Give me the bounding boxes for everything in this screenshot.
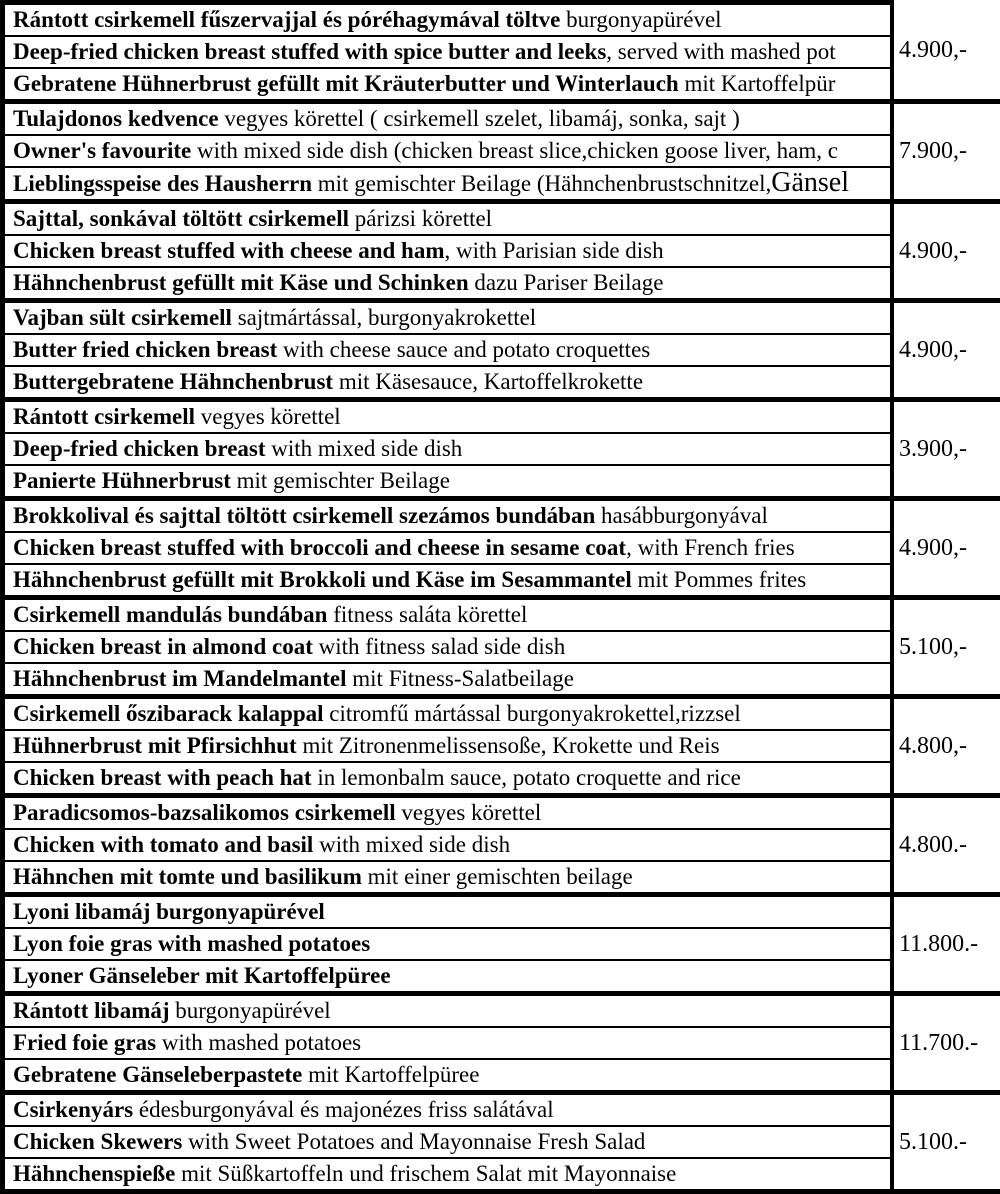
dish-description: dazu Pariser Beilage <box>469 270 664 295</box>
menu-row <box>3 1093 1000 1127</box>
menu-row <box>3 465 1000 499</box>
dish-description: citromfű mártással burgonyakrokettel,rizzsel <box>324 701 741 726</box>
menu-row <box>3 334 1000 366</box>
dish-name: Hähnchen mit tomte und basilikum <box>13 864 362 889</box>
dish-description: , with Parisian side dish <box>444 238 663 263</box>
menu-row <box>3 762 1000 796</box>
dish-name: Gebratene Gänseleberpastete <box>13 1062 302 1087</box>
dish-name: Hühnerbrust mit Pfirsichhut <box>13 733 297 758</box>
menu-row <box>3 202 1000 236</box>
menu-row <box>3 400 1000 434</box>
dish-name: Chicken Skewers <box>13 1129 182 1154</box>
dish-description: in lemonbalm sauce, potato croquette and rice <box>312 765 741 790</box>
dish-cell <box>3 663 893 697</box>
dish-name: Csirkemell mandulás bundában <box>13 602 327 627</box>
dish-cell <box>3 202 893 236</box>
dish-name: Hähnchenbrust im Mandelmantel <box>13 666 347 691</box>
dish-cell <box>3 895 893 929</box>
dish-name: Sajttal, sonkával töltött csirkemell <box>13 206 349 231</box>
dish-name: Hähnchenbrust gefüllt mit Käse und Schinken <box>13 270 469 295</box>
menu-row <box>3 267 1000 301</box>
dish-name: Lieblingsspeise des Hausherrn <box>13 171 312 196</box>
menu-row <box>3 861 1000 895</box>
price-cell: 4.800,- <box>892 697 1000 796</box>
dish-description: mit Kartoffelpüree <box>302 1062 479 1087</box>
dish-description: mit Zitronenmelissensoße, Krokette und Reis <box>297 733 720 758</box>
dish-description: with mixed side dish (chicken breast slice,chicken goose liver, ham, c <box>191 138 838 163</box>
dish-description: édesburgonyával és majonézes friss salátával <box>133 1097 553 1122</box>
dish-cell <box>3 564 893 598</box>
dish-cell <box>3 3 893 37</box>
price-cell: 11.800.- <box>892 895 1000 994</box>
menu-row <box>3 36 1000 68</box>
dish-description: , with French fries <box>626 535 795 560</box>
menu-row <box>3 994 1000 1028</box>
menu-row <box>3 135 1000 167</box>
price-cell: 5.100.- <box>892 1093 1000 1192</box>
dish-description: mit Kartoffelpür <box>679 71 836 96</box>
menu-row <box>3 301 1000 335</box>
dish-cell <box>3 762 893 796</box>
dish-cell <box>3 167 893 202</box>
dish-cell <box>3 135 893 167</box>
menu-row <box>3 167 1000 202</box>
dish-description: mit gemischter Beilage (Hähnchenbrustschnitzel, <box>312 171 771 196</box>
menu-row <box>3 598 1000 632</box>
dish-cell <box>3 861 893 895</box>
dish-description: mit Süßkartoffeln und frischem Salat mit Mayonnaise <box>175 1161 676 1186</box>
dish-description: vegyes körettel <box>195 404 341 429</box>
menu-table-body <box>3 3 1000 1192</box>
dish-cell <box>3 730 893 762</box>
dish-description: párizsi körettel <box>349 206 492 231</box>
dish-name: Tulajdonos kedvence <box>13 106 219 131</box>
menu-row <box>3 697 1000 731</box>
dish-description: burgonyapürével <box>560 7 721 32</box>
dish-description: burgonyapürével <box>170 998 331 1023</box>
price-cell: 5.100,- <box>892 598 1000 697</box>
dish-description: mit Käsesauce, Kartoffelkrokette <box>333 369 643 394</box>
dish-name: Rántott csirkemell fűszervajjal és póréhagymával töltve <box>13 7 560 32</box>
dish-description: mit einer gemischten beilage <box>362 864 633 889</box>
dish-name: Paradicsomos-bazsalikomos csirkemell <box>13 800 396 825</box>
dish-cell <box>3 235 893 267</box>
dish-cell <box>3 366 893 400</box>
price-cell: 4.800.- <box>892 796 1000 895</box>
menu-row <box>3 564 1000 598</box>
dish-cell <box>3 68 893 102</box>
dish-cell <box>3 598 893 632</box>
dish-description: vegyes körettel <box>396 800 542 825</box>
dish-cell <box>3 697 893 731</box>
menu-row <box>3 366 1000 400</box>
dish-cell <box>3 1093 893 1127</box>
dish-description: with mixed side dish <box>313 832 510 857</box>
dish-cell <box>3 267 893 301</box>
menu-row <box>3 928 1000 960</box>
menu-row <box>3 1158 1000 1192</box>
menu-row <box>3 433 1000 465</box>
dish-cell <box>3 994 893 1028</box>
menu-row <box>3 499 1000 533</box>
dish-name: Vajban sült csirkemell <box>13 305 232 330</box>
dish-cell <box>3 301 893 335</box>
dish-description: vegyes körettel ( csirkemell szelet, libamáj, sonka, sajt ) <box>219 106 740 131</box>
dish-description: fitness saláta körettel <box>327 602 527 627</box>
dish-description: with Sweet Potatoes and Mayonnaise Fresh Salad <box>182 1129 645 1154</box>
dish-cell <box>3 928 893 960</box>
menu-row <box>3 1126 1000 1158</box>
menu-row <box>3 102 1000 136</box>
dish-name: Buttergebratene Hähnchenbrust <box>13 369 333 394</box>
dish-name: Fried foie gras <box>13 1030 156 1055</box>
dish-name: Rántott libamáj <box>13 998 170 1023</box>
dish-name: Butter fried chicken breast <box>13 337 277 362</box>
dish-description: sajtmártással, burgonyakrokettel <box>232 305 536 330</box>
dish-cell <box>3 1158 893 1192</box>
price-cell: 4.900,- <box>892 499 1000 598</box>
dish-cell <box>3 102 893 136</box>
menu-row <box>3 829 1000 861</box>
dish-name: Rántott csirkemell <box>13 404 195 429</box>
dish-description: mit Pommes frites <box>632 567 806 592</box>
dish-cell <box>3 796 893 830</box>
dish-name: Lyoner Gänseleber mit Kartoffelpüree <box>13 963 391 988</box>
dish-name: Deep-fried chicken breast <box>13 436 266 461</box>
dish-name: Brokkolival és sajttal töltött csirkemell szezámos bundában <box>13 503 595 528</box>
dish-name: Chicken breast stuffed with broccoli and cheese in sesame coat <box>13 535 626 560</box>
dish-description: , served with mashed pot <box>606 39 835 64</box>
dish-description: mit Fitness-Salatbeilage <box>347 666 574 691</box>
price-cell: 4.900,- <box>892 202 1000 301</box>
price-cell: 4.900,- <box>892 301 1000 400</box>
menu-row <box>3 730 1000 762</box>
dish-cell <box>3 829 893 861</box>
dish-description: with fitness salad side dish <box>313 634 565 659</box>
dish-cell <box>3 334 893 366</box>
dish-description: hasábburgonyával <box>595 503 768 528</box>
dish-name: Hähnchenspieße <box>13 1161 175 1186</box>
dish-name: Chicken breast in almond coat <box>13 634 313 659</box>
dish-name: Panierte Hühnerbrust <box>13 468 231 493</box>
menu-row <box>3 235 1000 267</box>
price-cell: 3.900,- <box>892 400 1000 499</box>
menu-row <box>3 68 1000 102</box>
dish-description: with mashed potatoes <box>156 1030 361 1055</box>
dish-name: Chicken breast stuffed with cheese and ham <box>13 238 444 263</box>
dish-cell <box>3 1059 893 1093</box>
dish-cell <box>3 1027 893 1059</box>
dish-name: Deep-fried chicken breast stuffed with spice butter and leeks <box>13 39 606 64</box>
dish-cell <box>3 36 893 68</box>
menu-row <box>3 1059 1000 1093</box>
menu-row <box>3 960 1000 994</box>
dish-cell <box>3 433 893 465</box>
dish-description: mit gemischter Beilage <box>231 468 450 493</box>
dish-name: Chicken with tomato and basil <box>13 832 313 857</box>
price-cell: 11.700.- <box>892 994 1000 1093</box>
price-cell: 7.900,- <box>892 102 1000 202</box>
menu-row <box>3 1027 1000 1059</box>
dish-name: Owner's favourite <box>13 138 191 163</box>
dish-name: Gebratene Hühnerbrust gefüllt mit Kräuterbutter und Winterlauch <box>13 71 679 96</box>
dish-description: with cheese sauce and potato croquettes <box>277 337 650 362</box>
dish-name: Csirkenyárs <box>13 1097 133 1122</box>
dish-cell <box>3 499 893 533</box>
price-cell: 4.900,- <box>892 3 1000 102</box>
menu-row <box>3 631 1000 663</box>
menu-row <box>3 796 1000 830</box>
dish-cell <box>3 631 893 663</box>
dish-name: Lyoni libamáj burgonyapürével <box>13 899 325 924</box>
dish-description: with mixed side dish <box>266 436 463 461</box>
dish-description-large: Gänsel <box>771 167 849 198</box>
dish-cell <box>3 465 893 499</box>
dish-cell <box>3 532 893 564</box>
menu-row <box>3 3 1000 37</box>
menu-row <box>3 895 1000 929</box>
dish-name: Lyon foie gras with mashed potatoes <box>13 931 370 956</box>
dish-cell <box>3 1126 893 1158</box>
dish-cell <box>3 960 893 994</box>
menu-row <box>3 663 1000 697</box>
dish-cell <box>3 400 893 434</box>
menu-row <box>3 532 1000 564</box>
dish-name: Chicken breast with peach hat <box>13 765 312 790</box>
dish-name: Csirkemell őszibarack kalappal <box>13 701 324 726</box>
dish-name: Hähnchenbrust gefüllt mit Brokkoli und Käse im Sesammantel <box>13 567 632 592</box>
